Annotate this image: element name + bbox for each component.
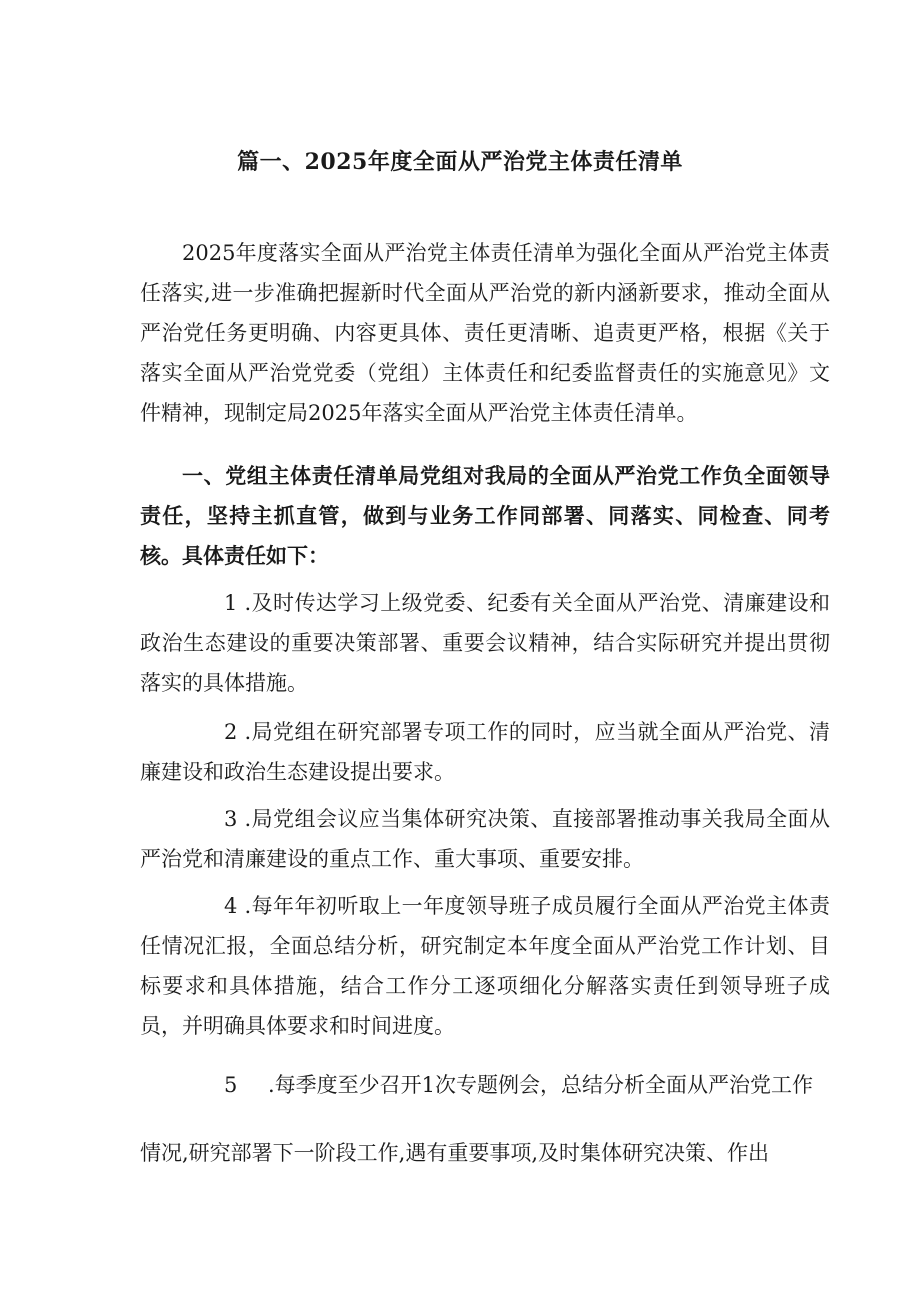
list-item-1 xyxy=(140,583,830,703)
list-item-5 xyxy=(140,1065,830,1105)
continuation-paragraph: 情况,研究部署下一阶段工作,遇有重要事项,及时集体研究决策、作出 xyxy=(140,1141,770,1165)
item-number: 1 xyxy=(224,591,238,615)
item-text: .每季度至少召开1次专题例会，总结分析全面从严治党工作 xyxy=(268,1073,814,1097)
item-number: 4 xyxy=(224,894,238,918)
item-text: .每年年初听取上一年度领导班子成员履行全面从严治党主体责任情况汇报，全面总结分析，研究制定本年度全面从严治党工作计划、目标要求和具体措施，结合工作分工逐项细化分解落实责任到领导班子成员，并明确具体要求和时间进度。 xyxy=(140,894,830,1038)
list-item-3 xyxy=(140,799,830,879)
item-number: 5 xyxy=(224,1073,238,1097)
item-text: .局党组在研究部署专项工作的同时，应当就全面从严治党、清廉建设和政治生态建设提出要求。 xyxy=(140,720,830,784)
item-text: .局党组会议应当集体研究决策、直接部署推动事关我局全面从严治党和清廉建设的重点工作、重大事项、重要安排。 xyxy=(140,807,830,871)
document-title: 篇一、2025年度全面从严治党主体责任清单 xyxy=(237,149,683,175)
intro-paragraph: 2025年度落实全面从严治党主体责任清单为强化全面从严治党主体责任落实,进一步准确把握新时代全面从严治党的新内涵新要求，推动全面从严治党任务更明确、内容更具体、责任更清晰、追责更严格，根据《关于落实全面从严治党党委（党组）主体责任和纪委监督责任的实施意见》文件精神，现制定局2025年落实全面从严治党主体责任清单。 xyxy=(140,241,830,425)
item-number: 2 xyxy=(224,720,238,744)
section-heading: 一、党组主体责任清单局党组对我局的全面从严治党工作负全面领导责任，坚持主抓直管，做到与业务工作同部署、同落实、同检查、同考核。具体责任如下： xyxy=(140,463,830,568)
list-item-2 xyxy=(140,712,830,792)
item-number: 3 xyxy=(224,807,238,831)
item-text: .及时传达学习上级党委、纪委有关全面从严治党、清廉建设和政治生态建设的重要决策部署、重要会议精神，结合实际研究并提出贯彻落实的具体措施。 xyxy=(140,591,830,695)
list-item-4 xyxy=(140,886,830,1046)
